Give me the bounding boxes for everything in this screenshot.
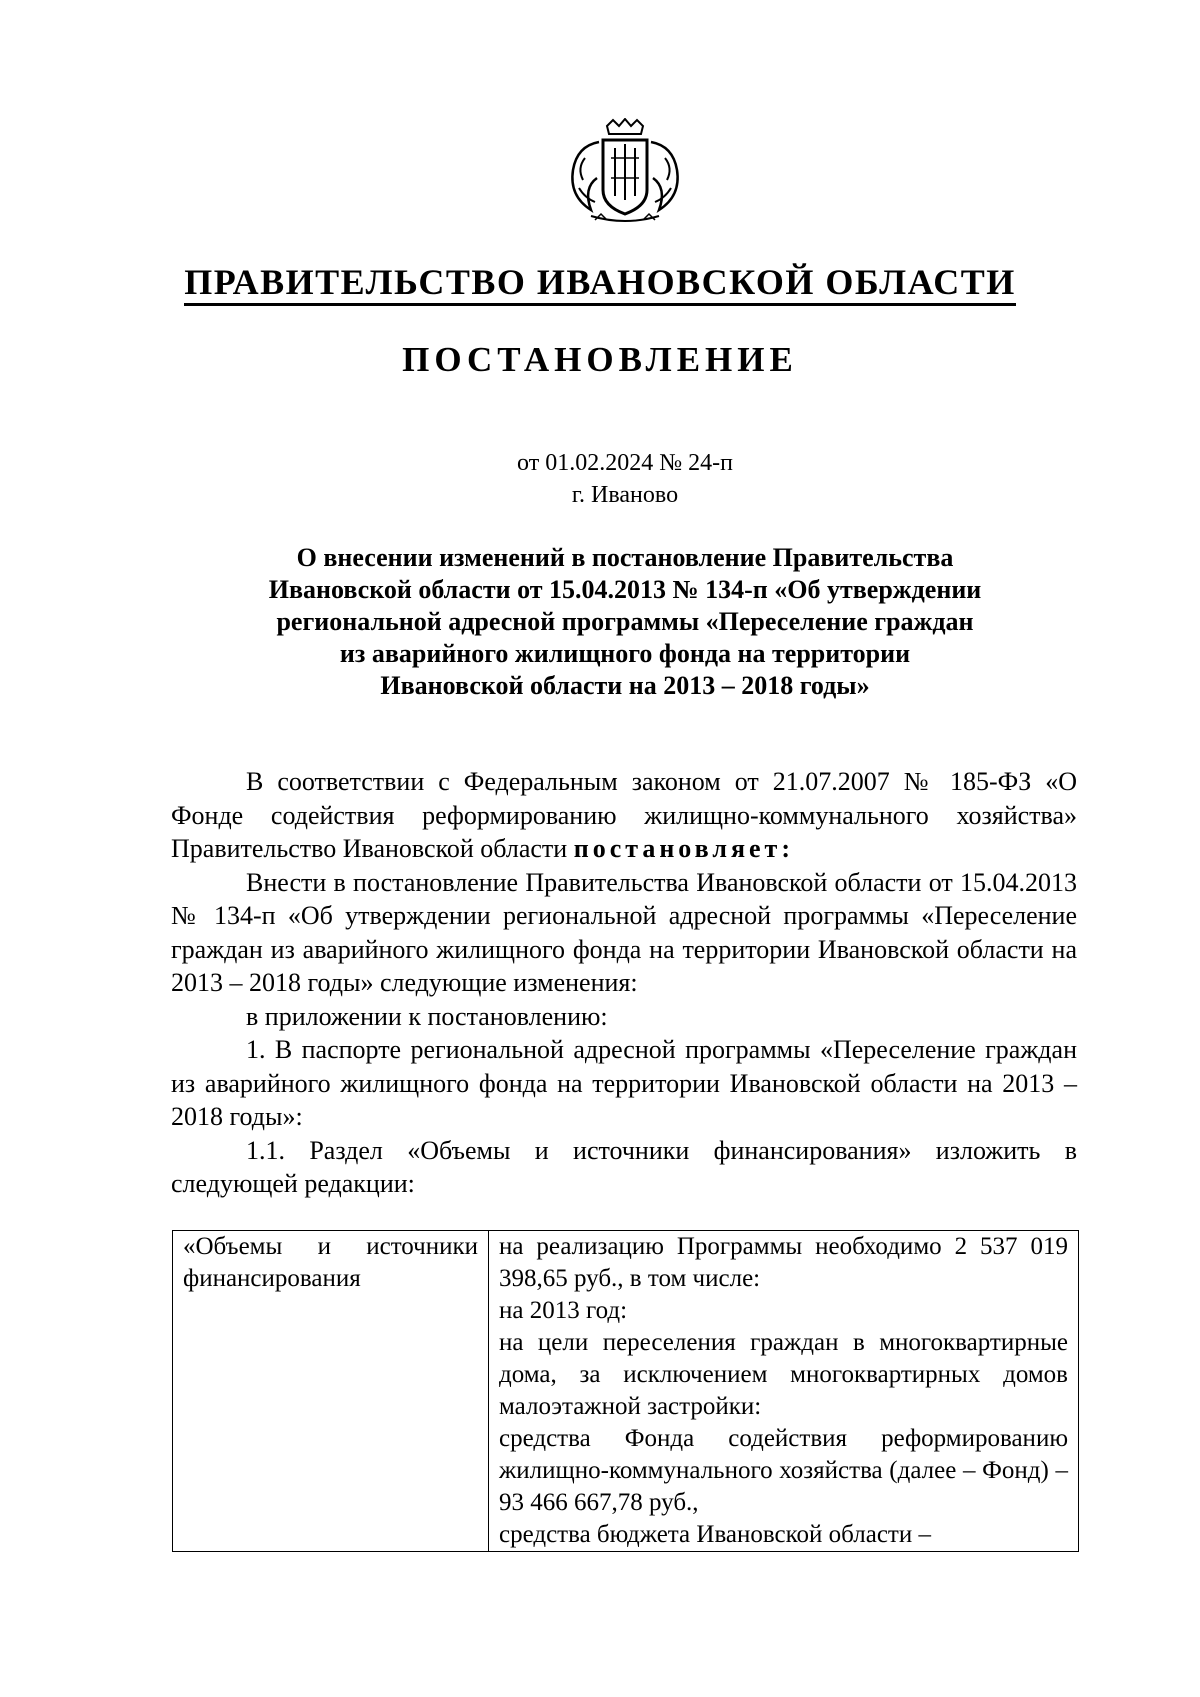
cell-line: средства бюджета Ивановской области – — [499, 1521, 931, 1548]
subject-line: Ивановской области на 2013 – 2018 годы» — [380, 671, 870, 700]
document-type: ПОСТАНОВЛЕНИЕ — [402, 340, 798, 379]
subject-line: Ивановской области от 15.04.2013 № 134-п «Об утверждении — [268, 575, 982, 604]
cell-line: на цели переселения граждан в многоквартирные дома, за исключением многоквартирных домов малоэтажной застройки: — [499, 1329, 1068, 1420]
decree-word: постановляет: — [573, 834, 794, 863]
coat-of-arms-emblem — [555, 118, 695, 228]
city: г. Иваново — [571, 482, 679, 508]
subject-line: из аварийного жилищного фонда на территории — [339, 639, 911, 668]
government-name-text: ПРАВИТЕЛЬСТВО ИВАНОВСКОЙ ОБЛАСТИ — [184, 262, 1016, 306]
subject-line: региональной адресной программы «Переселение граждан — [276, 607, 974, 636]
table-cell-content — [489, 1231, 1079, 1552]
preamble-text: В соответствии с Федеральным законом от 21.07.2007 № 185-ФЗ «О Фонде содействия реформированию жилищно-коммунального хозяйства» Правительство Ивановской области — [171, 767, 1077, 863]
document-body — [171, 765, 1077, 1201]
cell-line: на 2013 год: — [499, 1297, 628, 1324]
document-subject — [120, 542, 1130, 702]
subject-line: О внесении изменений в постановление Правительства — [296, 543, 954, 572]
financing-table — [172, 1230, 1079, 1552]
paragraph: Внести в постановление Правительства Ивановской области от 15.04.2013 № 134-п «Об утверждении региональной адресной программы «Переселение граждан из аварийного жилищного фонда на территории Ивановской области на 2013 – 2018 годы» следующие изменения: — [171, 867, 1077, 997]
cell-line: на реализацию Программы необходимо 2 537 019 398,65 руб., в том числе: — [499, 1233, 1068, 1292]
paragraph: в приложении к постановлению: — [246, 1001, 608, 1031]
paragraph: 1. В паспорте региональной адресной программы «Переселение граждан из аварийного жилищного фонда на территории Ивановской области на 2013 – 2018 годы»: — [171, 1035, 1077, 1131]
table-cell-label: «Объемы и источники финансирования — [173, 1231, 489, 1552]
page-bottom-margin — [0, 1595, 1200, 1697]
table-row — [173, 1231, 1079, 1552]
government-name — [0, 262, 1200, 302]
date-number: от 01.02.2024 № 24-п — [517, 450, 733, 476]
cell-line: средства Фонда содействия реформированию жилищно-коммунального хозяйства (далее – Фонд) – 93 466 667,78 руб., — [499, 1425, 1068, 1516]
paragraph: 1.1. Раздел «Объемы и источники финансирования» изложить в следующей редакции: — [171, 1135, 1077, 1198]
document-meta — [0, 447, 1200, 511]
paragraph-preamble — [171, 765, 1077, 866]
